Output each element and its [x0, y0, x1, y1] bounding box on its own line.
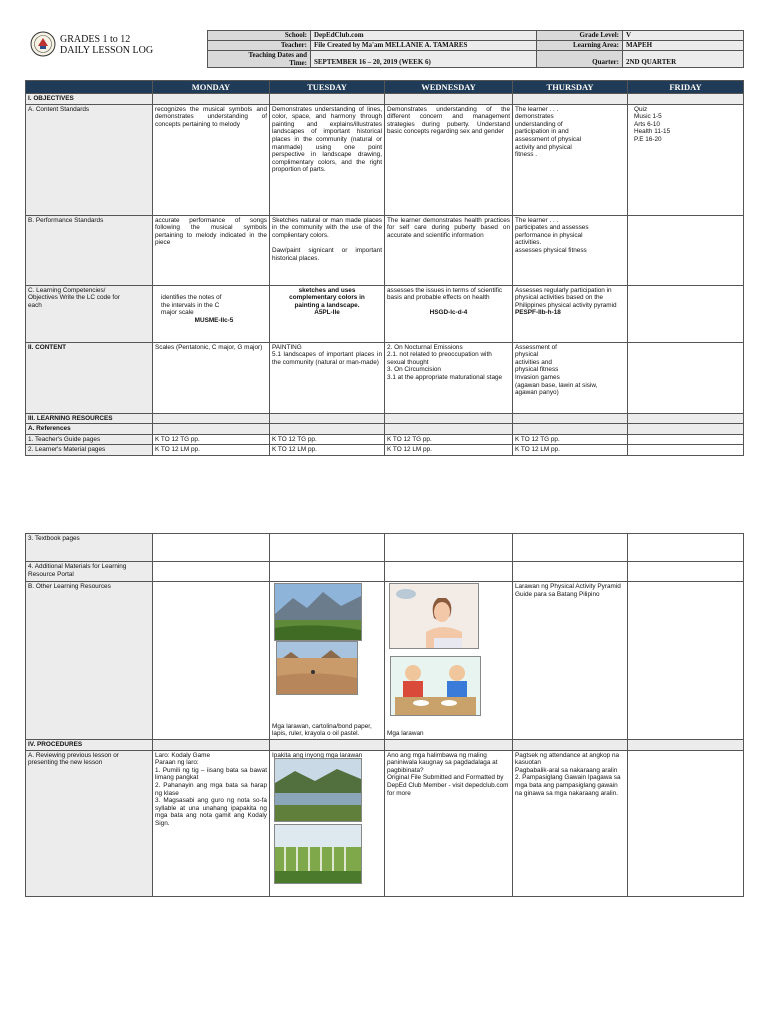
- or-wednesday: Mga larawan: [385, 582, 513, 740]
- day-friday: FRIDAY: [628, 81, 744, 94]
- quarter-value: 2ND QUARTER: [623, 51, 744, 68]
- ps-monday: accurate performance of songs following the musical symbols pertaining to melody indicated in the piece: [153, 215, 270, 285]
- reviewing-label: A. Reviewing previous lesson or presenting the new lesson: [26, 750, 153, 896]
- lm-pages-label: 2. Learner's Material pages: [26, 445, 153, 456]
- objectives-heading: I. OBJECTIVES: [26, 94, 153, 105]
- day-tuesday: TUESDAY: [270, 81, 385, 94]
- rv-thursday: Pagtsek ng attendance at angkop na kasuotan Pagbabalik-aral sa nakaraang aralin 2. Pampasiglang Gawain Ipagawa sa mga bata ang pampasiglang gawain na ginawa sa mga nakaraang aralin.: [513, 750, 628, 896]
- cs-monday: recognizes the musical symbols and demonstrates understanding of concepts pertaining to melody: [153, 104, 270, 215]
- area-value: MAPEH: [623, 41, 744, 51]
- additional-materials-label: 4. Additional Materials for Learning Resource Portal: [26, 562, 153, 582]
- tg-thursday: K TO 12 TG pp.: [513, 434, 628, 445]
- dates-value: SEPTEMBER 16 – 20, 2019 (WEEK 6): [311, 51, 537, 68]
- lc-thursday: Assesses regularly participation in physical activities based on the Philippines physical activity pyramid PESPF-IIb-h-18: [513, 285, 628, 342]
- ct-thursday: Assessment of physical activities and physical fitness Invasion games (agawan base, lawin at sisiw, agawan panyo): [513, 342, 628, 413]
- school-label: School:: [208, 31, 311, 41]
- girl-bathing-image: [389, 583, 479, 649]
- lm-thursday: K TO 12 LM pp.: [513, 445, 628, 456]
- day-wednesday: WEDNESDAY: [385, 81, 513, 94]
- landscape-desert-image: [276, 641, 358, 695]
- ps-tuesday: Sketches natural or man made places in the community with the use of the complientary colors. Daw/paint signicant or important historical places.: [270, 215, 385, 285]
- lm-tuesday: K TO 12 LM pp.: [270, 445, 385, 456]
- tg-tuesday: K TO 12 TG pp.: [270, 434, 385, 445]
- rv-wednesday: Ano ang mga halimbawa ng maling paniniwala kaugnay sa pagdadalaga at pagbibinata? Original File Submitted and Formatted by DepEd Club Member - visit depedclub.com for more: [385, 750, 513, 896]
- day-monday: MONDAY: [153, 81, 270, 94]
- lm-monday: K TO 12 LM pp.: [153, 445, 270, 456]
- ps-thursday: The learner . . . participates and assesses performance in physical activities. assesses physical fitness: [513, 215, 628, 285]
- ct-monday: Scales (Pentatonic, C major, G major): [153, 342, 270, 413]
- school-value: DepEdClub.com: [311, 31, 537, 41]
- other-resources-label: B. Other Learning Resources: [26, 582, 153, 740]
- tg-wednesday: K TO 12 TG pp.: [385, 434, 513, 445]
- teacher-label: Teacher:: [208, 41, 311, 51]
- or-tuesday: Mga larawan, cartolina/bond paper, lapis, ruler, krayola o oil pastel.: [270, 582, 385, 740]
- lake-landscape-image: [274, 758, 362, 822]
- competencies-label: C. Learning Competencies/ Objectives Write the LC code for each: [26, 285, 153, 342]
- content-label: II. CONTENT: [26, 342, 153, 413]
- seal-icon: [30, 31, 56, 57]
- lc-wednesday: assesses the issues in terms of scientific basis and probable effects on health HSGD-Ic-d-4: [385, 285, 513, 342]
- or-thursday: Larawan ng Physical Activity Pyramid Guide para sa Batang Pilipino: [513, 582, 628, 740]
- resources-heading: III. LEARNING RESOURCES: [26, 413, 153, 424]
- lm-wednesday: K TO 12 LM pp.: [385, 445, 513, 456]
- performance-standards-label: B. Performance Standards: [26, 215, 153, 285]
- teacher-value: File Created by Ma'am MELLANIE A. TAMARES: [311, 41, 537, 51]
- grade-label: Grade Level:: [537, 31, 623, 41]
- header-info-table: [207, 30, 744, 68]
- garden-landscape-image: [274, 824, 362, 884]
- corner-cell: [26, 81, 153, 94]
- grade-value: V: [623, 31, 744, 41]
- deped-seal-logo: [30, 31, 56, 57]
- cs-wednesday: Demonstrates understanding of the different concern and management strategies during puberty. Understand basic concepts regarding sex and gender: [385, 104, 513, 215]
- landscape-mountains-image: [274, 583, 362, 641]
- textbook-pages-label: 3. Textbook pages: [26, 534, 153, 562]
- boys-eating-image: [390, 656, 481, 716]
- cs-friday: Quiz Music 1-5 Arts 6-10 Health 11-15 P.E 16-20: [628, 104, 744, 215]
- cs-tuesday: Demonstrates understanding of lines, color, space, and harmony through painting and explains/illustrates landscapes of important historical places in the community (natural or manmade) using one point perspective in landscape drawing, complimentary colors, and the right proportion of parts.: [270, 104, 385, 215]
- title-line1: GRADES 1 to 12: [60, 34, 131, 45]
- lc-tuesday: sketches and uses complementary colors in painting a landscape. A5PL-IIe: [270, 285, 385, 342]
- cs-thursday: The learner . . . demonstrates understanding of participation in and assessment of physical activity and physical fitness .: [513, 104, 628, 215]
- references-label: A. References: [26, 424, 153, 435]
- ct-tuesday: PAINTING 5.1 landscapes of important places in the community (natural or man-made): [270, 342, 385, 413]
- ps-wednesday: The learner demonstrates health practices for self care during puberty based on accurate and scientific information: [385, 215, 513, 285]
- tg-monday: K TO 12 TG pp.: [153, 434, 270, 445]
- rv-tuesday: Ipakita ang inyong mga larawan: [270, 750, 385, 896]
- dates-label: Teaching Dates and Time:: [208, 51, 311, 68]
- title-line2: DAILY LESSON LOG: [60, 45, 154, 56]
- ct-wednesday: 2. On Nocturnal Emissions 2.1. not related to preoccupation with sexual thought 3. On Circumcision 3.1 at the appropriate maturational stage: [385, 342, 513, 413]
- lesson-log-table-top: [25, 80, 744, 456]
- quarter-label: Quarter:: [537, 51, 623, 68]
- lc-monday: identifies the notes of the intervals in the C major scale MUSME-IIc-5: [153, 285, 270, 342]
- procedures-heading: IV. PROCEDURES: [26, 740, 153, 751]
- lesson-log-table-bottom: [25, 533, 744, 897]
- day-thursday: THURSDAY: [513, 81, 628, 94]
- area-label: Learning Area:: [537, 41, 623, 51]
- content-standards-label: A. Content Standards: [26, 104, 153, 215]
- rv-monday: Laro: Kodaly Game Paraan ng laro: 1. Pumili ng tig – iisang bata sa bawat limang pangkat 2. Pahanayin ang mga bata sa harap ng klase 3. Magsasabi ang guro ng nota so-fa syllable at una unahang ipapakita ng mga bata ang nota gamit ang Kodaly Sign.: [153, 750, 270, 896]
- tg-pages-label: 1. Teacher's Guide pages: [26, 434, 153, 445]
